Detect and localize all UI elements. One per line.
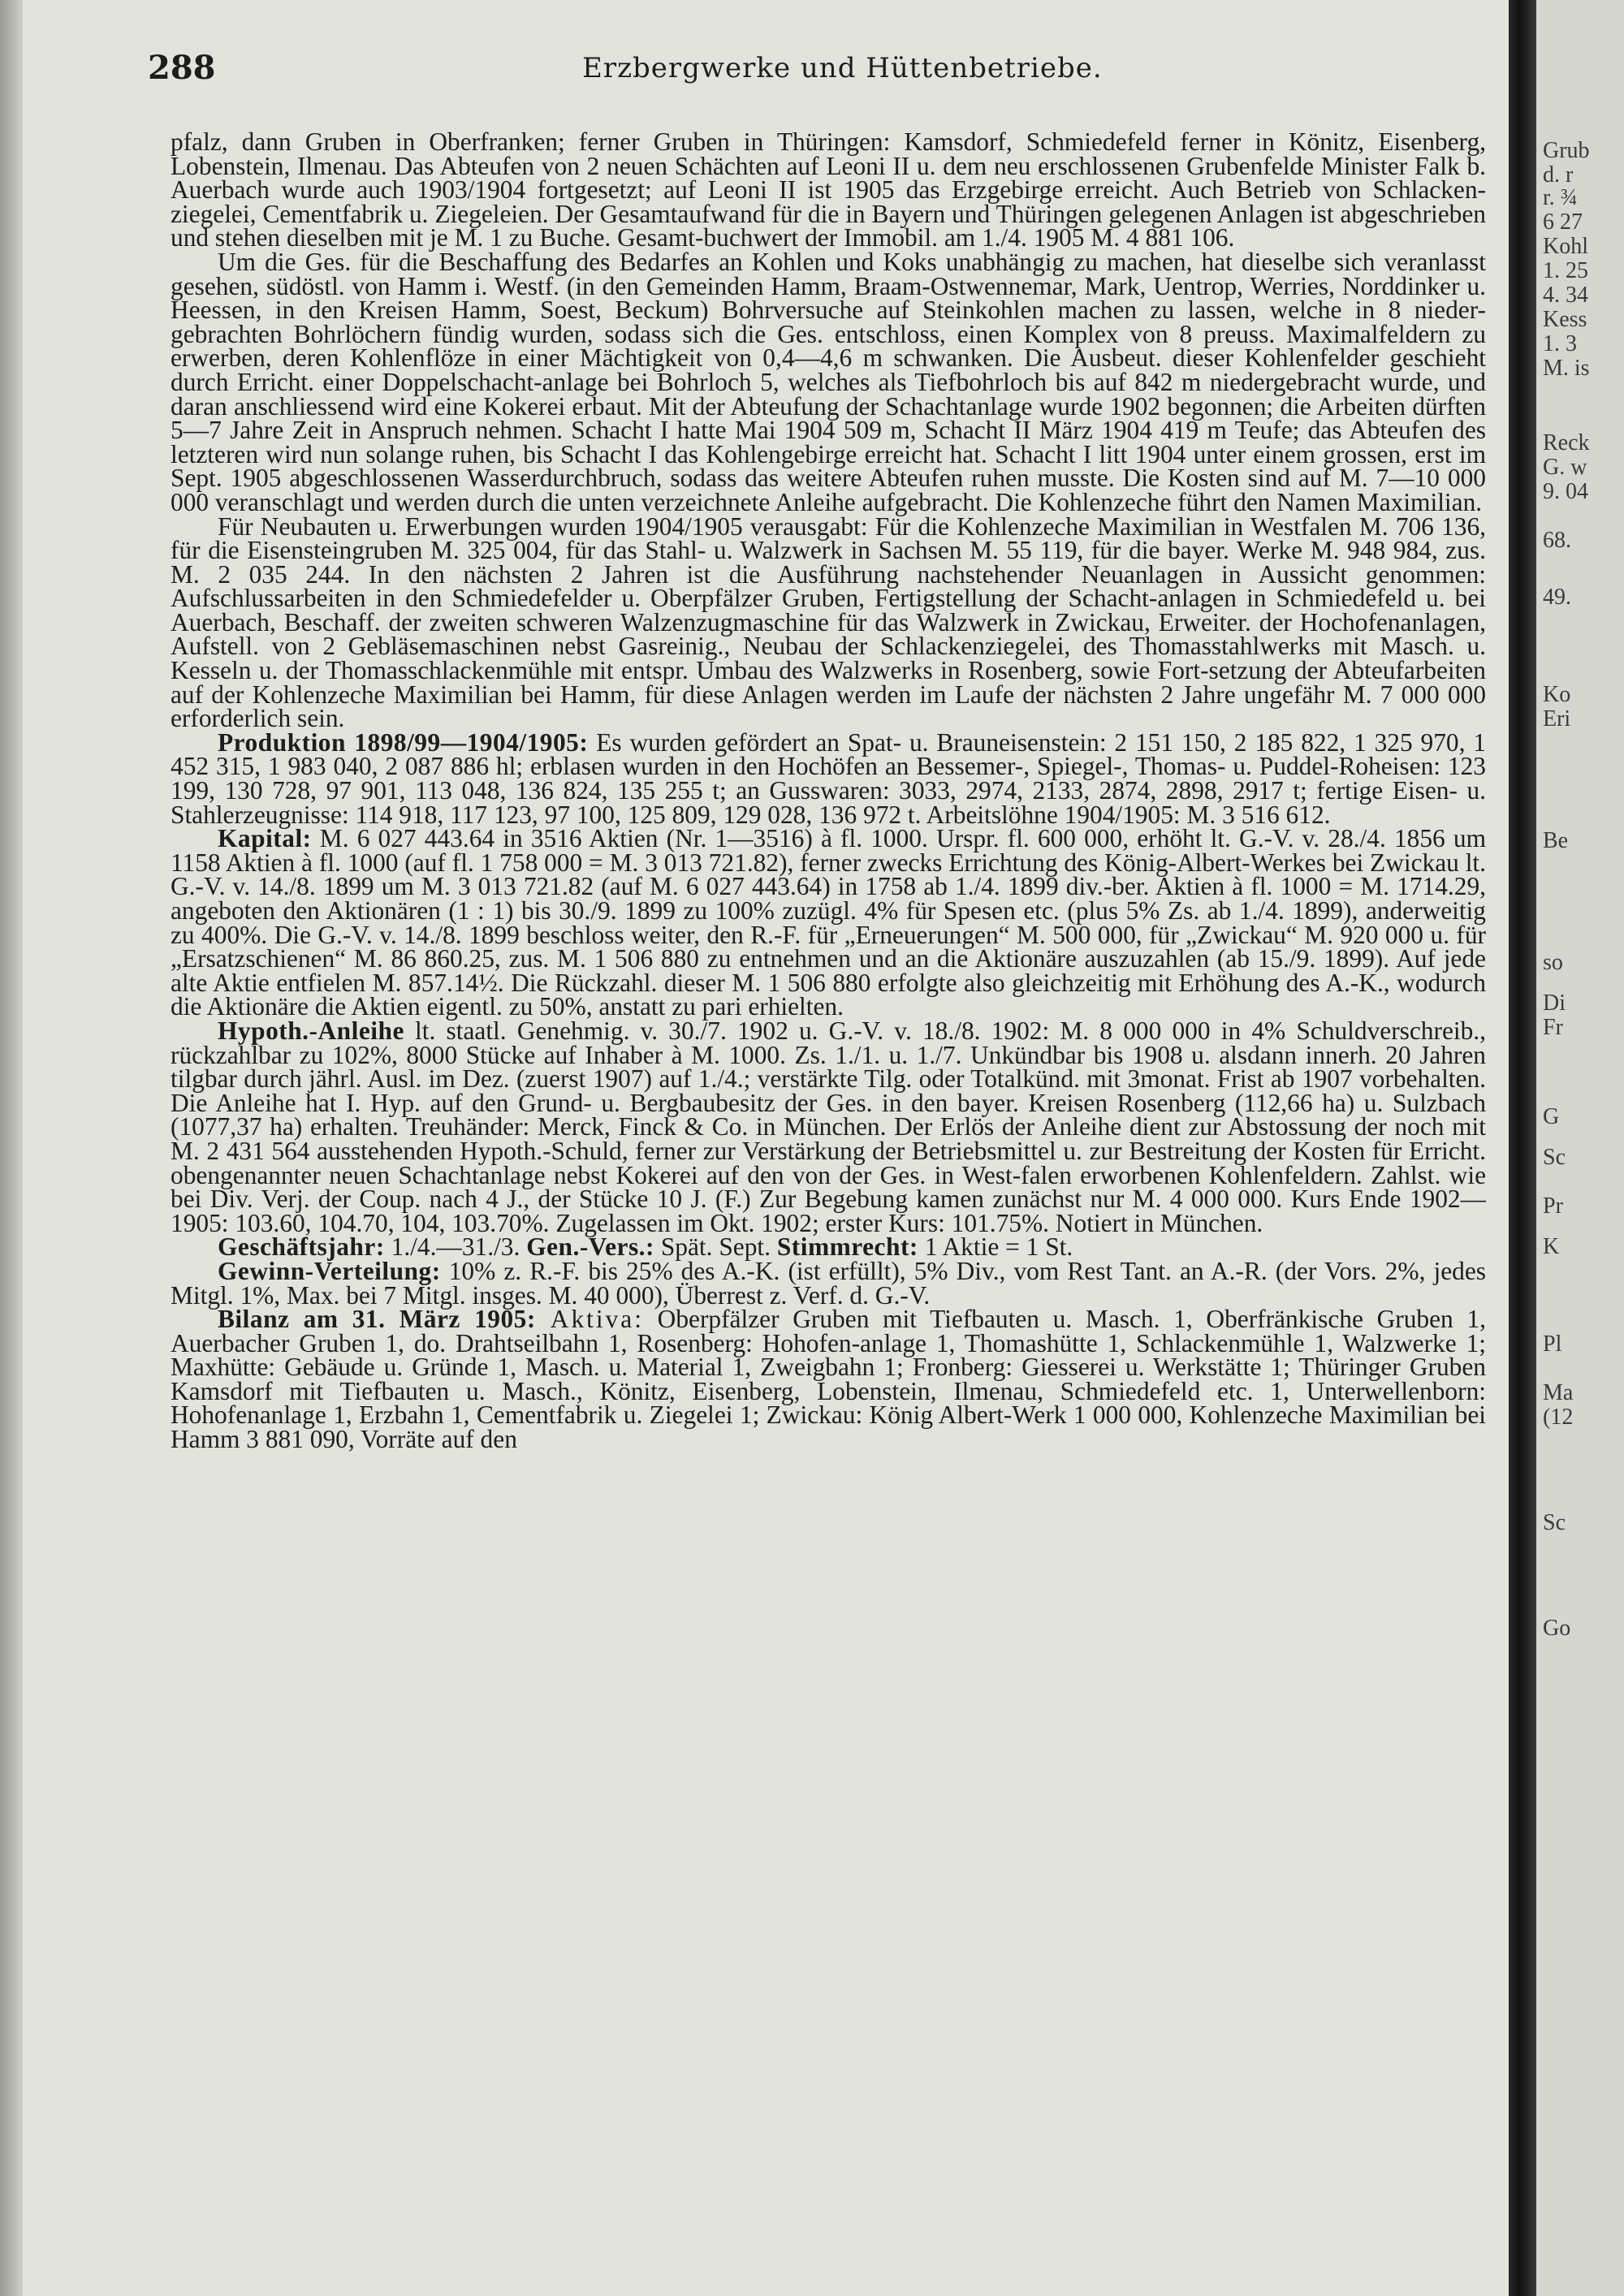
paragraph: [171, 1016, 1486, 1237]
adjacent-page-fragment: 49.: [1543, 585, 1571, 610]
adjacent-page-fragment: Kess: [1543, 307, 1587, 332]
adjacent-page-fragment: so: [1543, 950, 1563, 975]
paragraph: [171, 511, 1486, 733]
adjacent-page-fragment: K: [1543, 1234, 1560, 1259]
adjacent-page-fragment: Ma: [1543, 1380, 1574, 1405]
adjacent-page-fragment: Sc: [1543, 1145, 1566, 1170]
paragraph-text: 10% z. R.-F. bis 25% des A.-K. (ist erfüllt), 5% Div., vom Rest Tant. an A.-R. (der Vors. 2%, jedes Mitgl. 1%, Max. bei 7 Mitgl. insges. M. 40 000), Überrest z. Verf. d. G.-V.: [171, 1256, 1486, 1310]
paragraph-text: 1./4.—31./3.: [384, 1232, 527, 1262]
paragraph-text: Oberpfälzer Gruben mit Tiefbauten u. Masch. 1, Oberfränkische Gruben 1, Auerbacher Gruben 1, do. Drahtseilbahn 1, Rosenberg: Hohofen-anlage 1, Thomashütte 1, Schlackenmühle 1, Walzwerke 1; Maxhütte: Gebäude u. Gründe 1, Masch. u. Material 1, Zweigbahn 1; Fronberg: Giesserei u. Werkstätte 1; Thüringer Gruben Kamsdorf mit Tiefbauten u. Masch., Könitz, Eisenberg, Lobenstein, Ilmenau, Schmiedefeld etc. 1, Unterwellenborn: Hohofenanlage 1, Erzbahn 1, Cementfabrik u. Ziegelei 1; Zwickau: König Albert-Werk 1 000 000, Kohlenzeche Maximilian bei Hamm 3 881 090, Vorräte auf den: [171, 1305, 1486, 1454]
paragraph: [171, 1307, 1486, 1452]
page-body-text: [171, 130, 1486, 2290]
adjacent-page-fragment: 6 27: [1543, 209, 1583, 235]
adjacent-page-fragment: r. ¾: [1543, 185, 1578, 210]
page-number: 288: [148, 49, 216, 87]
adjacent-page-fragment: Ko: [1543, 682, 1571, 707]
adjacent-page-fragment: Go: [1543, 1616, 1571, 1641]
adjacent-page-fragment: d. r: [1543, 162, 1574, 188]
adjacent-page-fragment: Sc: [1543, 1510, 1566, 1535]
adjacent-page-fragment: Grub: [1543, 138, 1590, 163]
scan-left-edge: [0, 0, 23, 2296]
section-heading: Gen.-Vers.:: [526, 1232, 654, 1262]
adjacent-page-fragment: G. w: [1543, 455, 1587, 480]
paragraph-text: M. 6 027 443.64 in 3516 Aktien (Nr. 1—3516) à fl. 1000. Urspr. fl. 600 000, erhöht lt. G.-V. v. 28./4. 1856 um 1158 Aktien à fl. 1000 (auf fl. 1 758 000 = M. 3 013 721.82), ferner zwecks Errichtung des König-Albert-Werkes bei Zwickau lt. G.-V. v. 14./8. 1899 um M. 3 013 721.82 (auf M. 6 027 443.64) in 1758 ab 1./4. 1899 div.-ber. Aktien à fl. 1000 = M. 1714.29, angeboten den Aktionären (1 : 1) bis 30./9. 1899 zu 100% zuzügl. 4% für Spesen etc. (plus 5% Zs. ab 1./4. 1899), anderweitig zu 400%. Die G.-V. v. 14./8. 1899 beschloss weiter, den R.-F. für „Erneuerungen“ M. 500 000, für „Zwickau“ M. 920 000 u. für „Ersatzschienen“ M. 86 860.25, zus. M. 1 506 880 zu entnehmen und an die Aktionäre auszuzahlen (ab 15./9. 1899). Auf jede alte Aktie entfielen M. 857.14½. Die Rückzahl. dieser M. 1 506 880 erfolgte also gleichzeitig mit Erhöhung des A.-K., wodurch die Aktionäre die Aktien eigentl. zu 50%, anstatt zu pari erhielten.: [171, 824, 1486, 1021]
paragraph-text: Spät. Sept.: [654, 1232, 777, 1262]
paragraph-text: Aktiva:: [535, 1305, 644, 1334]
paragraph: [171, 1256, 1486, 1310]
adjacent-page-fragment: 9. 04: [1543, 479, 1588, 504]
paragraph-text: Um die Ges. für die Beschaffung des Bedarfes an Kohlen und Koks unabhängig zu machen, hat dieselbe sich veranlasst gesehen, südöstl. von Hamm i. Westf. (in den Gemeinden Hamm, Braam-Ostwennemar, Mark, Uentrop, Werries, Norddinker u. Heessen, in den Kreisen Hamm, Soest, Beckum) Bohrversuche auf Steinkohlen machen zu lassen, welche in 8 nieder-gebrachten Bohrlöchern fündig wurden, sodass sich die Ges. entschloss, einen Komplex von 8 preuss. Maximalfeldern zu erwerben, deren Kohlenflöze in einer Mächtigkeit von 0,4—4,6 m schwanken. Die Ausbeut. dieser Kohlenfelder geschieht durch Erricht. einer Doppelschacht-anlage bei Bohrloch 5, welches als Tiefbohrloch bis auf 842 m niedergebracht wurde, und daran anschliessend wird eine Kokerei erbaut. Mit der Abteufung der Schachtanlage wurde 1902 begonnen; die Arbeiten dürften 5—7 Jahre Zeit in Anspruch nehmen. Schacht I hatte Mai 1904 509 m, Schacht II März 1904 419 m Teufe; das Abteufen des letzteren wird nun solange ruhen, bis Schacht I das Kohlengebirge erreicht hat. Schacht I litt 1904 unter einem grossen, erst im Sept. 1905 abgeschlossenen Wasserdurchbruch, sodass das weitere Abteufen ruhen musste. Die Kosten sind auf M. 7—10 000 000 veranschlagt und werden durch die unten verzeichnete Anleihe aufgebracht. Die Kohlenzeche führt den Namen Maximilian.: [171, 247, 1486, 516]
paragraph-text: Für Neubauten u. Erwerbungen wurden 1904/1905 verausgabt: Für die Kohlenzeche Maximilian in Westfalen M. 706 136, für die Eisensteingruben M. 325 004, für das Stahl- u. Walzwerk in Sachsen M. 55 119, für die bayer. Werke M. 948 984, zus. M. 2 035 244. In den nächsten 2 Jahren ist die Ausführung nachstehender Neuanlagen in Aussicht genommen: Aufschlussarbeiten in den Schmiedefelder u. Oberpfälzer Gruben, Fertigstellung der Schacht-anlagen in Schmiedefeld u. bei Auerbach, Beschaff. der zweiten schweren Walzenzugmaschine für das Walzwerk in Zwickau, Erweiter. der Hochofenanlagen, Aufstell. von 2 Gebläsemaschinen nebst Gasreinig., Neubau der Schlackenziegelei, des Thomasstahlwerks mit Masch. u. Kesseln u. der Thomasschlackenmühle mit entspr. Umbau des Walzwerks in Rosenberg, sowie Fort-setzung der Abteufarbeiten auf der Kohlenzeche Maximilian bei Hamm, für diese Anlagen werden im Laufe der nächsten 2 Jahre ungefähr M. 7 000 000 erforderlich sein.: [171, 511, 1486, 733]
adjacent-page-fragment: Pr: [1543, 1193, 1563, 1219]
book-gutter: [1509, 0, 1536, 2296]
paragraph-text: pfalz, dann Gruben in Oberfranken; ferner Gruben in Thüringen: Kamsdorf, Schmiedefeld ferner in Könitz, Eisenberg, Lobenstein, Ilmenau. Das Abteufen von 2 neuen Schächten auf Leoni II u. dem neu erschlossenen Grubenfelde Minister Falk b. Auerbach wurde auch 1903/1904 fortgesetzt; auf Leoni II ist 1905 das Erzgebirge erreicht. Auch Betrieb von Schlacken-ziegelei, Cementfabrik u. Ziegeleien. Der Gesamtaufwand für die in Bayern und Thüringen gelegenen Anlagen ist abgeschrieben und stehen dieselben mit je M. 1 zu Buche. Gesamt-buchwert der Immobil. am 1./4. 1905 M. 4 881 106.: [171, 130, 1486, 252]
adjacent-page-fragment: Kohl: [1543, 234, 1588, 259]
section-heading: Gewinn-Verteilung:: [218, 1256, 441, 1285]
adjacent-page-fragment: G: [1543, 1104, 1560, 1129]
page-header: [148, 49, 1479, 94]
adjacent-page-fragment: 68.: [1543, 528, 1571, 553]
paragraph-text: 1 Aktie = 1 St.: [918, 1232, 1073, 1262]
adjacent-page-fragment: Reck: [1543, 430, 1590, 455]
adjacent-page-fragment: Fr: [1543, 1015, 1563, 1040]
paragraph: [171, 727, 1486, 829]
paragraph: [171, 826, 1486, 1019]
paragraph-text: lt. staatl. Genehmig. v. 30./7. 1902 u. G.-V. v. 18./8. 1902: M. 8 000 000 in 4% Schuldverschreib., rückzahlbar zu 102%, 8000 Stücke auf Inhaber à M. 1000. Zs. 1./1. u. 1./7. Unkündbar bis 1908 u. alsdann innerh. 20 Jahren tilgbar durch jährl. Ausl. im Dez. (zuerst 1907) auf 1./4.; verstärkte Tilg. oder Totalkünd. mit 3monat. Frist ab 1907 vorbehalten. Die Anleihe hat I. Hyp. auf den Grund- u. Bergbaubesitz der Ges. in den bayer. Kreisen Rosenberg (112,66 ha) u. Sulzbach (1077,37 ha) erhalten. Treuhänder: Merck, Finck & Co. in München. Der Erlös der Anleihe dient zur Abstossung der noch mit M. 2 431 564 ausstehenden Hypoth.-Schuld, ferner zur Verstärkung der Betriebsmittel u. zur Bestreitung der Kosten für Erricht. obengenannter neuen Schachtanlage nebst Kokerei auf den von der Ges. in West-falen erworbenen Kohlenfeldern. Zahlst. wie bei Div. Verj. der Coup. nach 4 J., der Stücke 10 J. (F.) Zur Begebung kamen zunächst nur M. 4 000 000. Kurs Ende 1902—1905: 103.60, 104.70, 104, 103.70%. Zugelassen im Okt. 1902; erster Kurs: 101.75%. Notiert in München.: [171, 1016, 1486, 1237]
adjacent-page-fragment: 1. 3: [1543, 331, 1577, 356]
section-heading: Produktion 1898/99—1904/1905:: [218, 727, 589, 757]
section-heading: Bilanz am 31. März 1905:: [218, 1305, 536, 1334]
paragraph: [171, 247, 1486, 516]
adjacent-page-fragment: Pl: [1543, 1331, 1562, 1357]
adjacent-page-fragment: (12: [1543, 1405, 1574, 1430]
paragraph: [171, 130, 1486, 250]
adjacent-page-fragment: Di: [1543, 990, 1566, 1016]
adjacent-page-fragment: Be: [1543, 828, 1569, 853]
section-heading: Stimmrecht:: [776, 1232, 918, 1262]
section-heading: Kapital:: [218, 824, 312, 853]
adjacent-page-fragment: M. is: [1543, 356, 1590, 381]
section-heading: Hypoth.-Anleihe: [218, 1016, 404, 1045]
adjacent-page-fragment: 4. 34: [1543, 283, 1588, 308]
section-heading: Geschäftsjahr:: [218, 1232, 385, 1262]
paragraph-text: Es wurden gefördert an Spat- u. Brauneisenstein: 2 151 150, 2 185 822, 1 325 970, 1 452 315, 1 983 040, 2 087 886 hl; erblasen wurden in den Hochöfen an Bessemer-, Spiegel-, Thomas- u. Puddel-Roheisen: 123 199, 130 728, 97 901, 113 048, 136 824, 135 255 t; an Gusswaren: 3033, 2974, 2133, 2874, 2898, 2917 t; fertige Eisen- u. Stahlerzeugnisse: 114 918, 117 123, 97 100, 125 809, 129 028, 136 972 t. Arbeitslöhne 1904/1905: M. 3 516 612.: [171, 727, 1486, 829]
running-title: Erzbergwerke und Hüttenbetriebe.: [582, 52, 1103, 84]
paragraph: [171, 1232, 1486, 1262]
adjacent-page-fragment: 1. 25: [1543, 258, 1588, 283]
adjacent-page-fragment: Eri: [1543, 706, 1571, 732]
next-page-edge: [1536, 0, 1624, 2296]
